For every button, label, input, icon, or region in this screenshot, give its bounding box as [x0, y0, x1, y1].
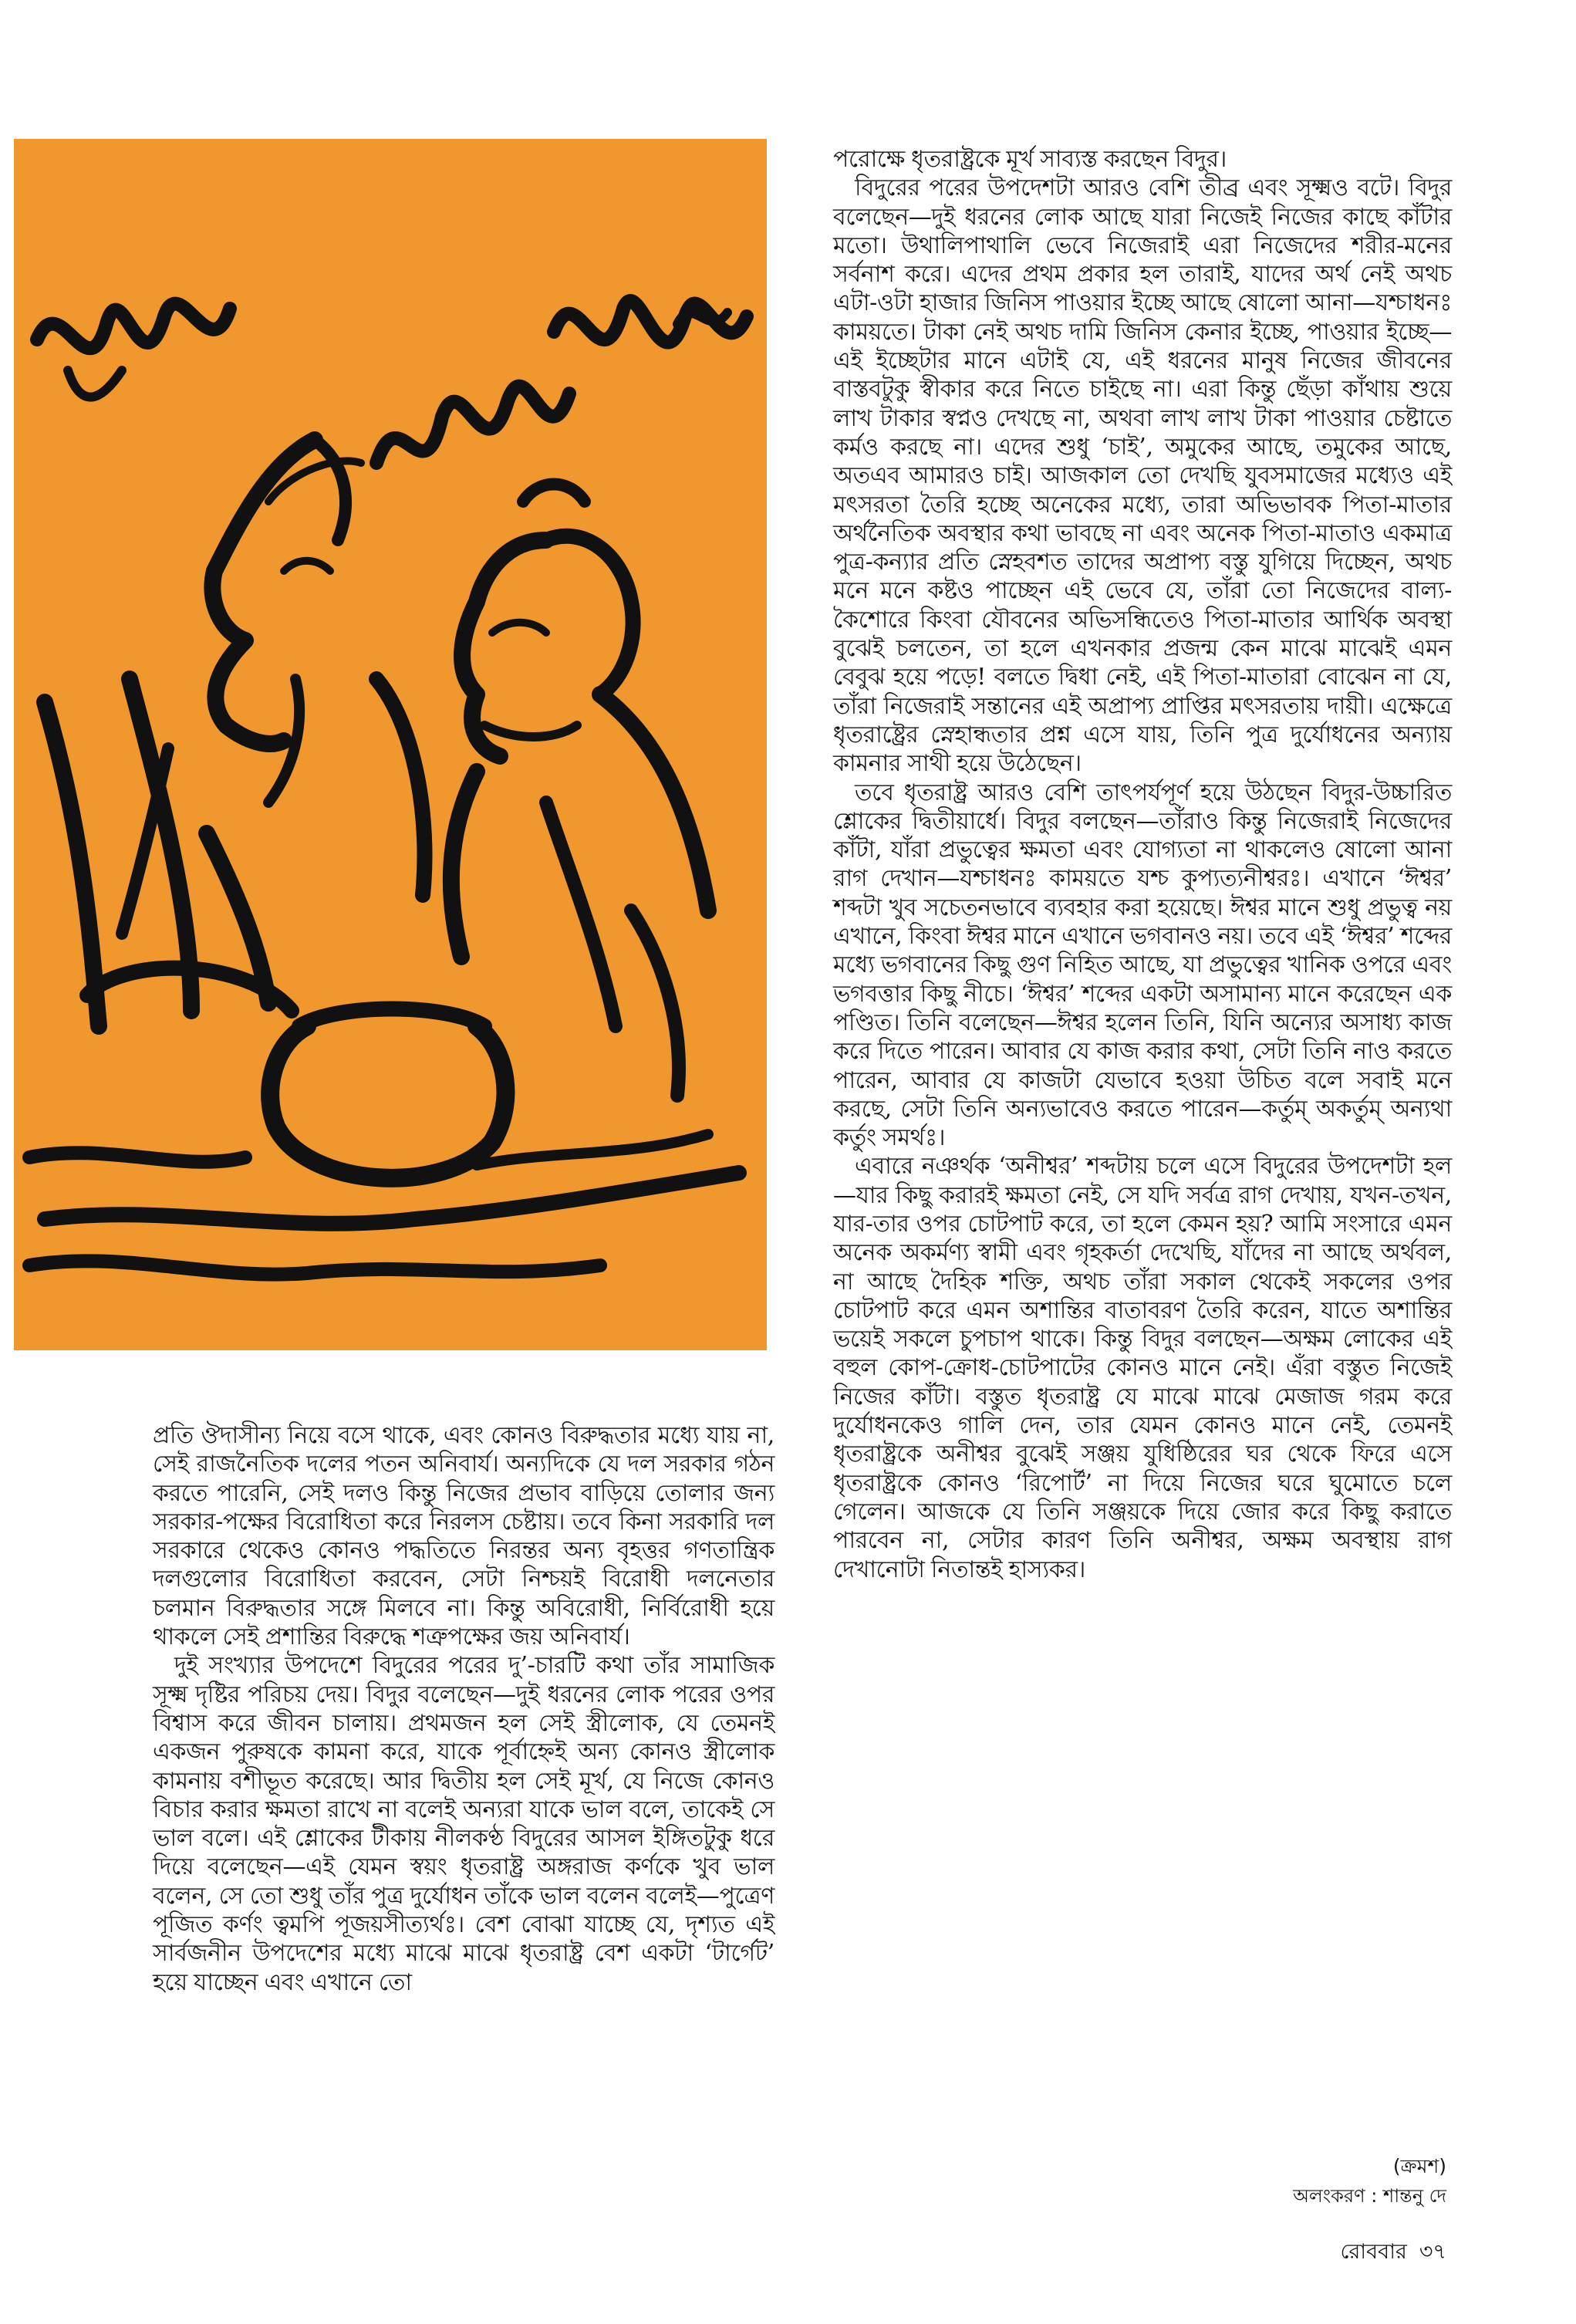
serial-note: (ক্রমশ) [1392, 2155, 1446, 2177]
page-folio [1341, 2236, 1447, 2271]
illustration-two-seated-figures-icon [14, 139, 767, 1350]
article-paragraph: পরোক্ষে ধৃতরাষ্ট্রকে মূর্খ সাব্যস্ত করছেন বিদুর। [833, 146, 1227, 173]
article-paragraph: তবে ধৃতরাষ্ট্র আরও বেশি তাৎপর্যপূর্ণ হয়ে উঠছেন বিদুর-উচ্চারিত শ্লোকের দ্বিতীয়ার্ধে। বিদুর বলছেন—তাঁরাও কিন্তু নিজেরাই নিজেদের কাঁটা, যাঁরা প্রভুত্বের ক্ষমতা এবং যোগ্যতা না থাকলেও ষোলো আনা রাগ দেখান—যশ্চাধনঃ কাময়তে যশ্চ কুপ্যত্যনীশ্বরঃ। এখানে ‘ঈশ্বর’ শব্দটা খুব সচেতনভাবে ব্যবহার করা হয়েছে। ঈশ্বর মানে শুধু প্রভুত্ব নয় এখানে, কিংবা ঈশ্বর মানে এখানে ভগবানও নয়। তবে এই ‘ঈশ্বর’ শব্দের মধ্যে ভগবানের কিছু গুণ নিহিত আছে, যা প্রভুত্বের খানিক ওপরে এবং ভগবত্তার কিছু নীচে। ‘ঈশ্বর’ শব্দের একটা অসামান্য মানে করেছেন এক পণ্ডিত। তিনি বলেছেন—ঈশ্বর হলেন তিনি, যিনি অন্যের অসাধ্য কাজ করে দিতে পারেন। আবার যে কাজ করার কথা, সেটা তিনি নাও করতে পারেন, আবার যে কাজটা যেভাবে হওয়া উচিত বলে সবাই মনে করছে, সেটা তিনি অন্যভাবেও করতে পারেন—কর্তুম্‌ অকর্তুম্‌ অন্যথা কর্তুং সমর্থঃ। [833, 779, 1452, 1152]
page-number: ৩৭ [1419, 2240, 1446, 2264]
article-paragraph: এবারে নঞর্থক ‘অনীশ্বর’ শব্দটায় চলে এসে বিদুরের উপদেশটা হল—যার কিছু করারই ক্ষমতা নেই, সে যদি সর্বত্র রাগ দেখায়, যখন-তখন, যার-তার ওপর চোটপাট করে, তা হলে কেমন হয়? আমি সংসারে এমন অনেক অকর্মণ্য স্বামী এবং গৃহকর্তা দেখেছি, যাঁদের না আছে অর্থবল, না আছে দৈহিক শক্তি, অথচ তাঁরা সকাল থেকেই সকলের ওপর চোটপাট করে এমন অশান্তির বাতাবরণ তৈরি করেন, যাতে অশান্তির ভয়েই সকলে চুপচাপ থাকে। কিন্তু বিদুর বলছেন—অক্ষম লোকের এই বহুল কোপ-ক্রোধ-চোটপাটের কোনও মানে নেই। এঁরা বস্তুত নিজেই নিজের কাঁটা। বস্তুত ধৃতরাষ্ট্র যে মাঝে মাঝে মেজাজ গরম করে দুর্যোধনকেও গালি দেন, তার যেমন কোনও মানে নেই, তেমনই ধৃতরাষ্ট্রকে অনীশ্বর বুঝেই সঞ্জয় যুধিষ্ঠিরের ঘর থেকে ফিরে এসে ধৃতরাষ্ট্রকে কোনও ‘রিপোর্ট’ না দিয়ে নিজের ঘরে ঘুমোতে চলে গেলেন। আজকে যে তিনি সঞ্জয়কে দিয়ে জোর করে কিছু করাতে পারবেন না, সেটার কারণ তিনি অনীশ্বর, অক্ষম অবস্থায় রাগ দেখানোটা নিতান্তই হাস্যকর। [833, 1153, 1452, 1583]
illustration [14, 139, 767, 1350]
article-paragraph: বিদুরের পরের উপদেশটা আরও বেশি তীব্র এবং সূক্ষ্মও বটে। বিদুর বলেছেন—দুই ধরনের লোক আছে যারা নিজেই নিজের কাছে কাঁটার মতো। উথালিপাথালি ভেবে নিজেরাই এরা নিজেদের শরীর-মনের সর্বনাশ করে। এদের প্রথম প্রকার হল তারাই, যাদের অর্থ নেই অথচ এটা-ওটা হাজার জিনিস পাওয়ার ইচ্ছে আছে ষোলো আনা—যশ্চাধনঃ কাময়তে। টাকা নেই অথচ দামি জিনিস কেনার ইচ্ছে, পাওয়ার ইচ্ছে—এই ইচ্ছেটার মানে এটাই যে, এই ধরনের মানুষ নিজের জীবনের বাস্তবটুকু স্বীকার করে নিতে চাইছে না। এরা কিন্তু ছেঁড়া কাঁথায় শুয়ে লাখ টাকার স্বপ্নও দেখছে না, অথবা লাখ লাখ টাকা পাওয়ার চেষ্টাতে কর্মও করছে না। এদের শুধু ‘চাই’, অমুকের আছে, তমুকের আছে, অতএব আমারও চাই। আজকাল তো দেখছি যুবসমাজের মধ্যেও এই মৎসরতা তৈরি হচ্ছে অনেকের মধ্যে, তারা অভিভাবক পিতা-মাতার অর্থনৈতিক অবস্থার কথা ভাবছে না এবং অনেক পিতা-মাতাও একমাত্র পুত্র-কন্যার প্রতি স্নেহবশত তাদের অপ্রাপ্য বস্তু যুগিয়ে দিচ্ছেন, অথচ মনে মনে কষ্টও পাচ্ছেন এই ভেবে যে, তাঁরা তো নিজেদের বাল্য-কৈশোরে কিংবা যৌবনের অভিসন্ধিতেও পিতা-মাতার আর্থিক অবস্থা বুঝেই চলতেন, তা হলে এখনকার প্রজন্ম কেন মাঝে মাঝেই এমন বেবুঝ হয়ে পড়ে! বলতে দ্বিধা নেই, এই পিতা-মাতারা বোঝেন না যে, তাঁরা নিজেরাই সন্তানের এই অপ্রাপ্য প্রাপ্তির মৎসরতায় দায়ী। এক্ষেত্রে ধৃতরাষ্ট্রের স্নেহান্ধতার প্রশ্ন এসে যায়, তিনি পুত্র দুর্যোধনের অন্যায় কামনার সাথী হয়ে উঠেছেন। [833, 174, 1452, 778]
illustration-credit: অলংকরণ : শান্তনু দে [1293, 2185, 1446, 2207]
article-right-column [833, 145, 1452, 1584]
article-paragraph: দুই সংখ্যার উপদেশে বিদুরের পরের দু’-চারটি কথা তাঁর সামাজিক সূক্ষ্ম দৃষ্টির পরিচয় দেয়। বিদুর বলেছেন—দুই ধরনের লোক পরের ওপর বিশ্বাস করে জীবন চালায়। প্রথমজন হল সেই স্ত্রীলোক, যে তেমনই একজন পুরুষকে কামনা করে, যাকে পূর্বাহ্নেই অন্য কোনও স্ত্রীলোক কামনায় বশীভূত করেছে। আর দ্বিতীয় হল সেই মূর্খ, যে নিজে কোনও বিচার করার ক্ষমতা রাখে না বলেই অন্যরা যাকে ভাল বলে, তাকেই সে ভাল বলে। এই শ্লোকের টীকায় নীলকণ্ঠ বিদুরের আসল ইঙ্গিতটুকু ধরে দিয়ে বলেছেন—এই যেমন স্বয়ং ধৃতরাষ্ট্র অঙ্গরাজ কর্ণকে খুব ভাল বলেন, সে তো শুধু তাঁর পুত্র দুর্যোধন তাঁকে ভাল বলেন বলেই—পুত্রেণ পূজিত কর্ণং ত্বমপি পূজয়সীত্যর্থঃ। বেশ বোঝা যাচ্ছে যে, দৃশ্যত এই সার্বজনীন উপদেশের মধ্যে মাঝে মাঝে ধৃতরাষ্ট্র বেশ একটা ‘টার্গেট’ হয়ে যাচ্ছেন এবং এখানে তো [153, 1652, 775, 1996]
article-left-column [153, 1421, 775, 1997]
magazine-name: রোববার [1340, 2240, 1407, 2264]
article-paragraph: প্রতি ঔদাসীন্য নিয়ে বসে থাকে, এবং কোনও বিরুদ্ধতার মধ্যে যায় না, সেই রাজনৈতিক দলের পতন অনিবার্য। অন্যদিকে যে দল সরকার গঠন করতে পারেনি, সেই দলও কিন্তু নিজের প্রভাব বাড়িয়ে তোলার জন্য সরকার-পক্ষের বিরোধিতা করে নিরলস চেষ্টায়। তবে কিনা সরকারি দল সরকারে থেকেও কোনও পদ্ধতিতে নিরন্তর অন্য বৃহত্তর গণতান্ত্রিক দলগুলোর বিরোধিতা করবেন, সেটা নিশ্চয়ই বিরোধী দলনেতার চলমান বিরুদ্ধতার সঙ্গে মিলবে না। কিন্তু অবিরোধী, নির্বিরোধী হয়ে থাকলে সেই প্রশান্তির বিরুদ্ধে শত্রুপক্ষের জয় অনিবার্য। [153, 1422, 775, 1651]
